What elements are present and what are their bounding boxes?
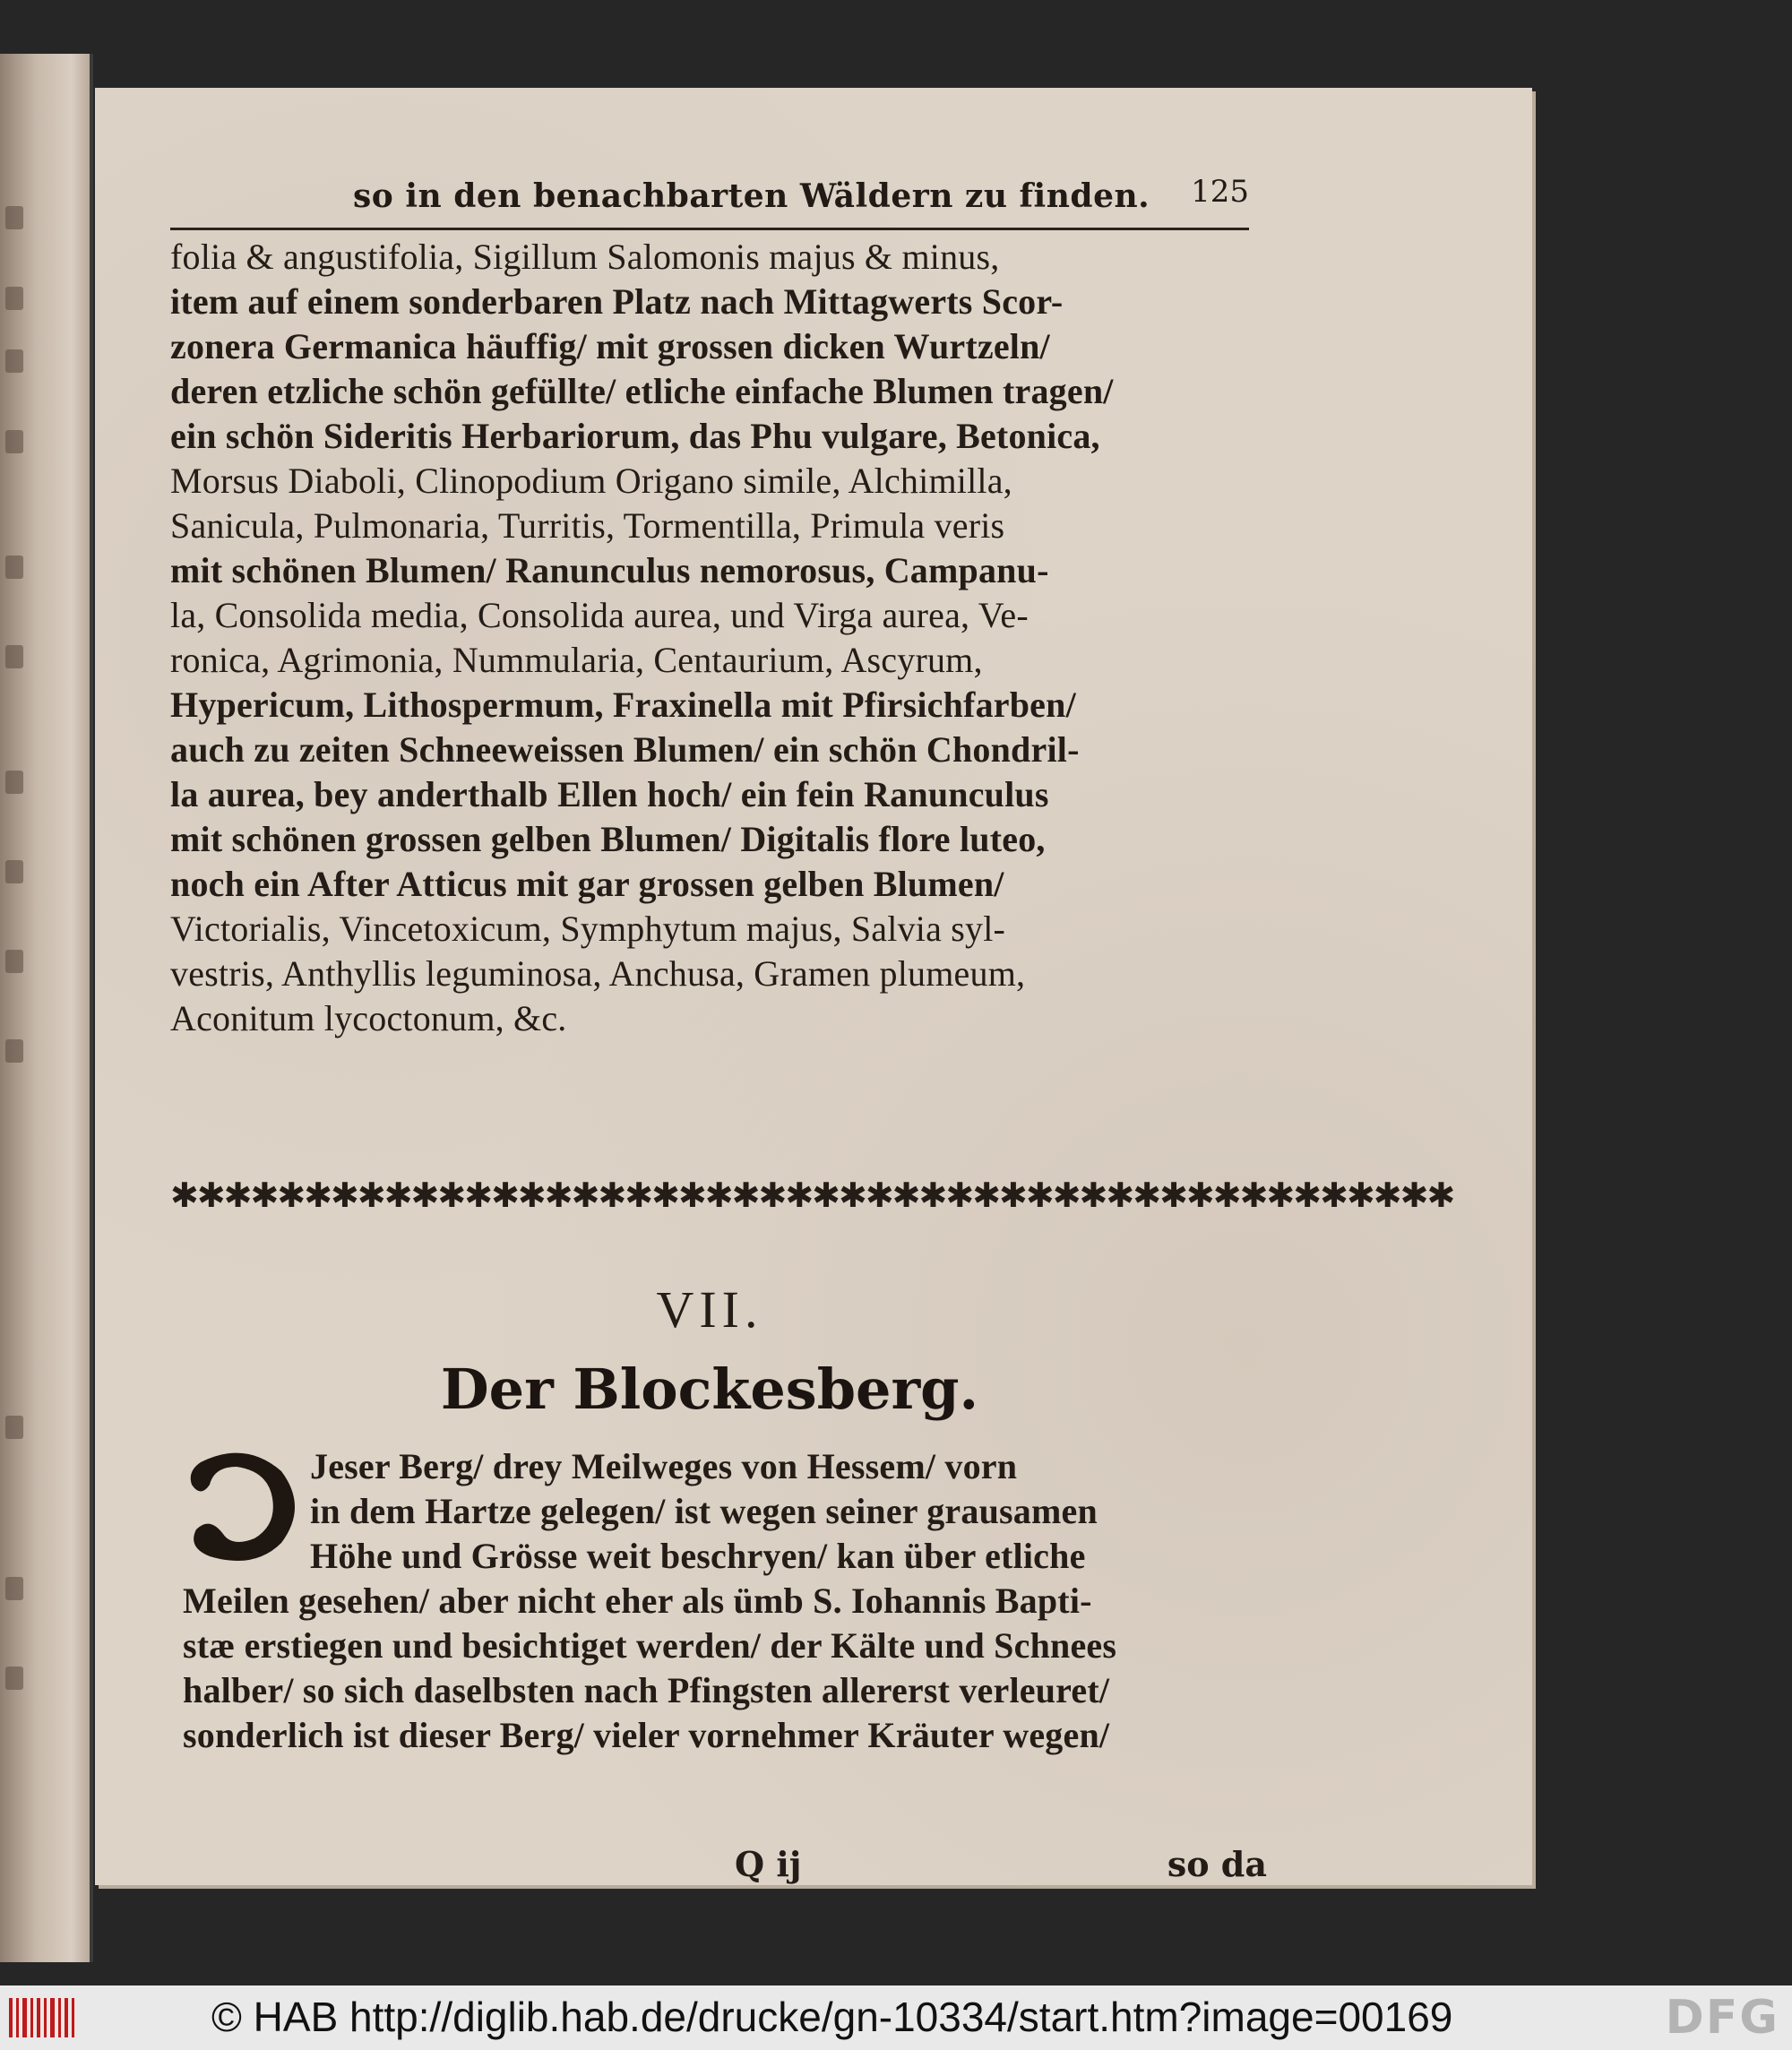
- book-page: [95, 88, 1532, 1885]
- dropcap-d-icon: [183, 1444, 306, 1570]
- text-line: folia & angustifolia, Sigillum Salomonis majus & minus,: [170, 237, 1000, 277]
- section-number: VII.: [656, 1280, 763, 1339]
- section-paragraph: [183, 1444, 1249, 1758]
- text-line: in dem Hartze gelegen/ ist wegen seiner grausamen: [310, 1491, 1098, 1531]
- copyright-url-text: © HAB http://diglib.hab.de/drucke/gn-10334/start.htm?image=00169: [211, 1994, 1453, 2040]
- adjacent-page-edge: [0, 54, 93, 1962]
- text-line: Hypericum, Lithospermum, Fraxinella mit Pfirsichfarben/: [170, 685, 1076, 725]
- text-line: Höhe und Grösse weit beschryen/ kan über etliche: [310, 1536, 1086, 1576]
- text-line: mit schönen grossen gelben Blumen/ Digitalis flore luteo,: [170, 819, 1046, 859]
- text-line: zonera Germanica häuffig/ mit grossen dicken Wurtzeln/: [170, 326, 1050, 366]
- running-head: [170, 174, 1249, 230]
- text-line: stæ erstiegen und besichtiget werden/ der Kälte und Schnees: [183, 1625, 1117, 1666]
- footer-bar: [0, 1985, 1792, 2050]
- text-line: Jeser Berg/ drey Meilweges von Hessem/ vorn: [310, 1446, 1018, 1486]
- text-line: item auf einem sonderbaren Platz nach Mittagwerts Scor-: [170, 281, 1064, 322]
- text-line: auch zu zeiten Schneeweissen Blumen/ ein schön Chondril-: [170, 729, 1080, 770]
- text-line: mit schönen Blumen/ Ranunculus nemorosus, Campanu-: [170, 550, 1049, 590]
- ornament-divider: ✱✱✱✱✱✱✱✱✱✱✱✱✱✱✱✱✱✱✱✱✱✱✱✱✱✱✱✱✱✱✱✱✱✱✱✱✱✱✱✱✱✱✱✱✱✱✱✱: [170, 1176, 1454, 1215]
- text-line: ronica, Agrimonia, Nummularia, Centaurium, Ascyrum,: [170, 640, 983, 680]
- text-line: deren etzliche schön gefüllte/ etliche einfache Blumen tragen/: [170, 371, 1114, 411]
- signature-mark: Q ij: [735, 1844, 802, 1884]
- text-line: Victorialis, Vincetoxicum, Symphytum majus, Salvia syl-: [170, 909, 1006, 949]
- text-line: vestris, Anthyllis leguminosa, Anchusa, Gramen plumeum,: [170, 953, 1026, 994]
- text-line: sonderlich ist dieser Berg/ vieler vornehmer Kräuter wegen/: [183, 1715, 1110, 1755]
- text-line: Aconitum lycoctonum, &c.: [170, 998, 567, 1038]
- text-line: halber/ so sich daselbsten nach Pfingsten allererst verleuret/: [183, 1670, 1110, 1710]
- text-line: Meilen gesehen/ aber nicht eher als ümb S. Iohannis Bapti-: [183, 1581, 1092, 1621]
- text-line: la aurea, bey anderthalb Ellen hoch/ ein fein Ranunculus: [170, 774, 1049, 814]
- barcode-icon: [9, 1998, 77, 2037]
- body-text: [170, 235, 1249, 1041]
- catchword: so da: [1167, 1844, 1267, 1884]
- text-line: la, Consolida media, Consolida aurea, und Virga aurea, Ve-: [170, 595, 1029, 635]
- running-title: so in den benachbarten Wäldern zu finden.: [353, 177, 1150, 215]
- text-line: noch ein After Atticus mit gar grossen gelben Blumen/: [170, 864, 1004, 904]
- page-number: 125: [1191, 174, 1249, 210]
- text-line: ein schön Sideritis Herbariorum, das Phu vulgare, Betonica,: [170, 416, 1100, 456]
- text-line: Morsus Diaboli, Clinopodium Origano simile, Alchimilla,: [170, 461, 1012, 501]
- text-line: Sanicula, Pulmonaria, Turritis, Tormentilla, Primula veris: [170, 505, 1005, 546]
- dfg-logo: DFG: [1665, 1991, 1779, 2045]
- section-title: Der Blockesberg.: [440, 1357, 979, 1422]
